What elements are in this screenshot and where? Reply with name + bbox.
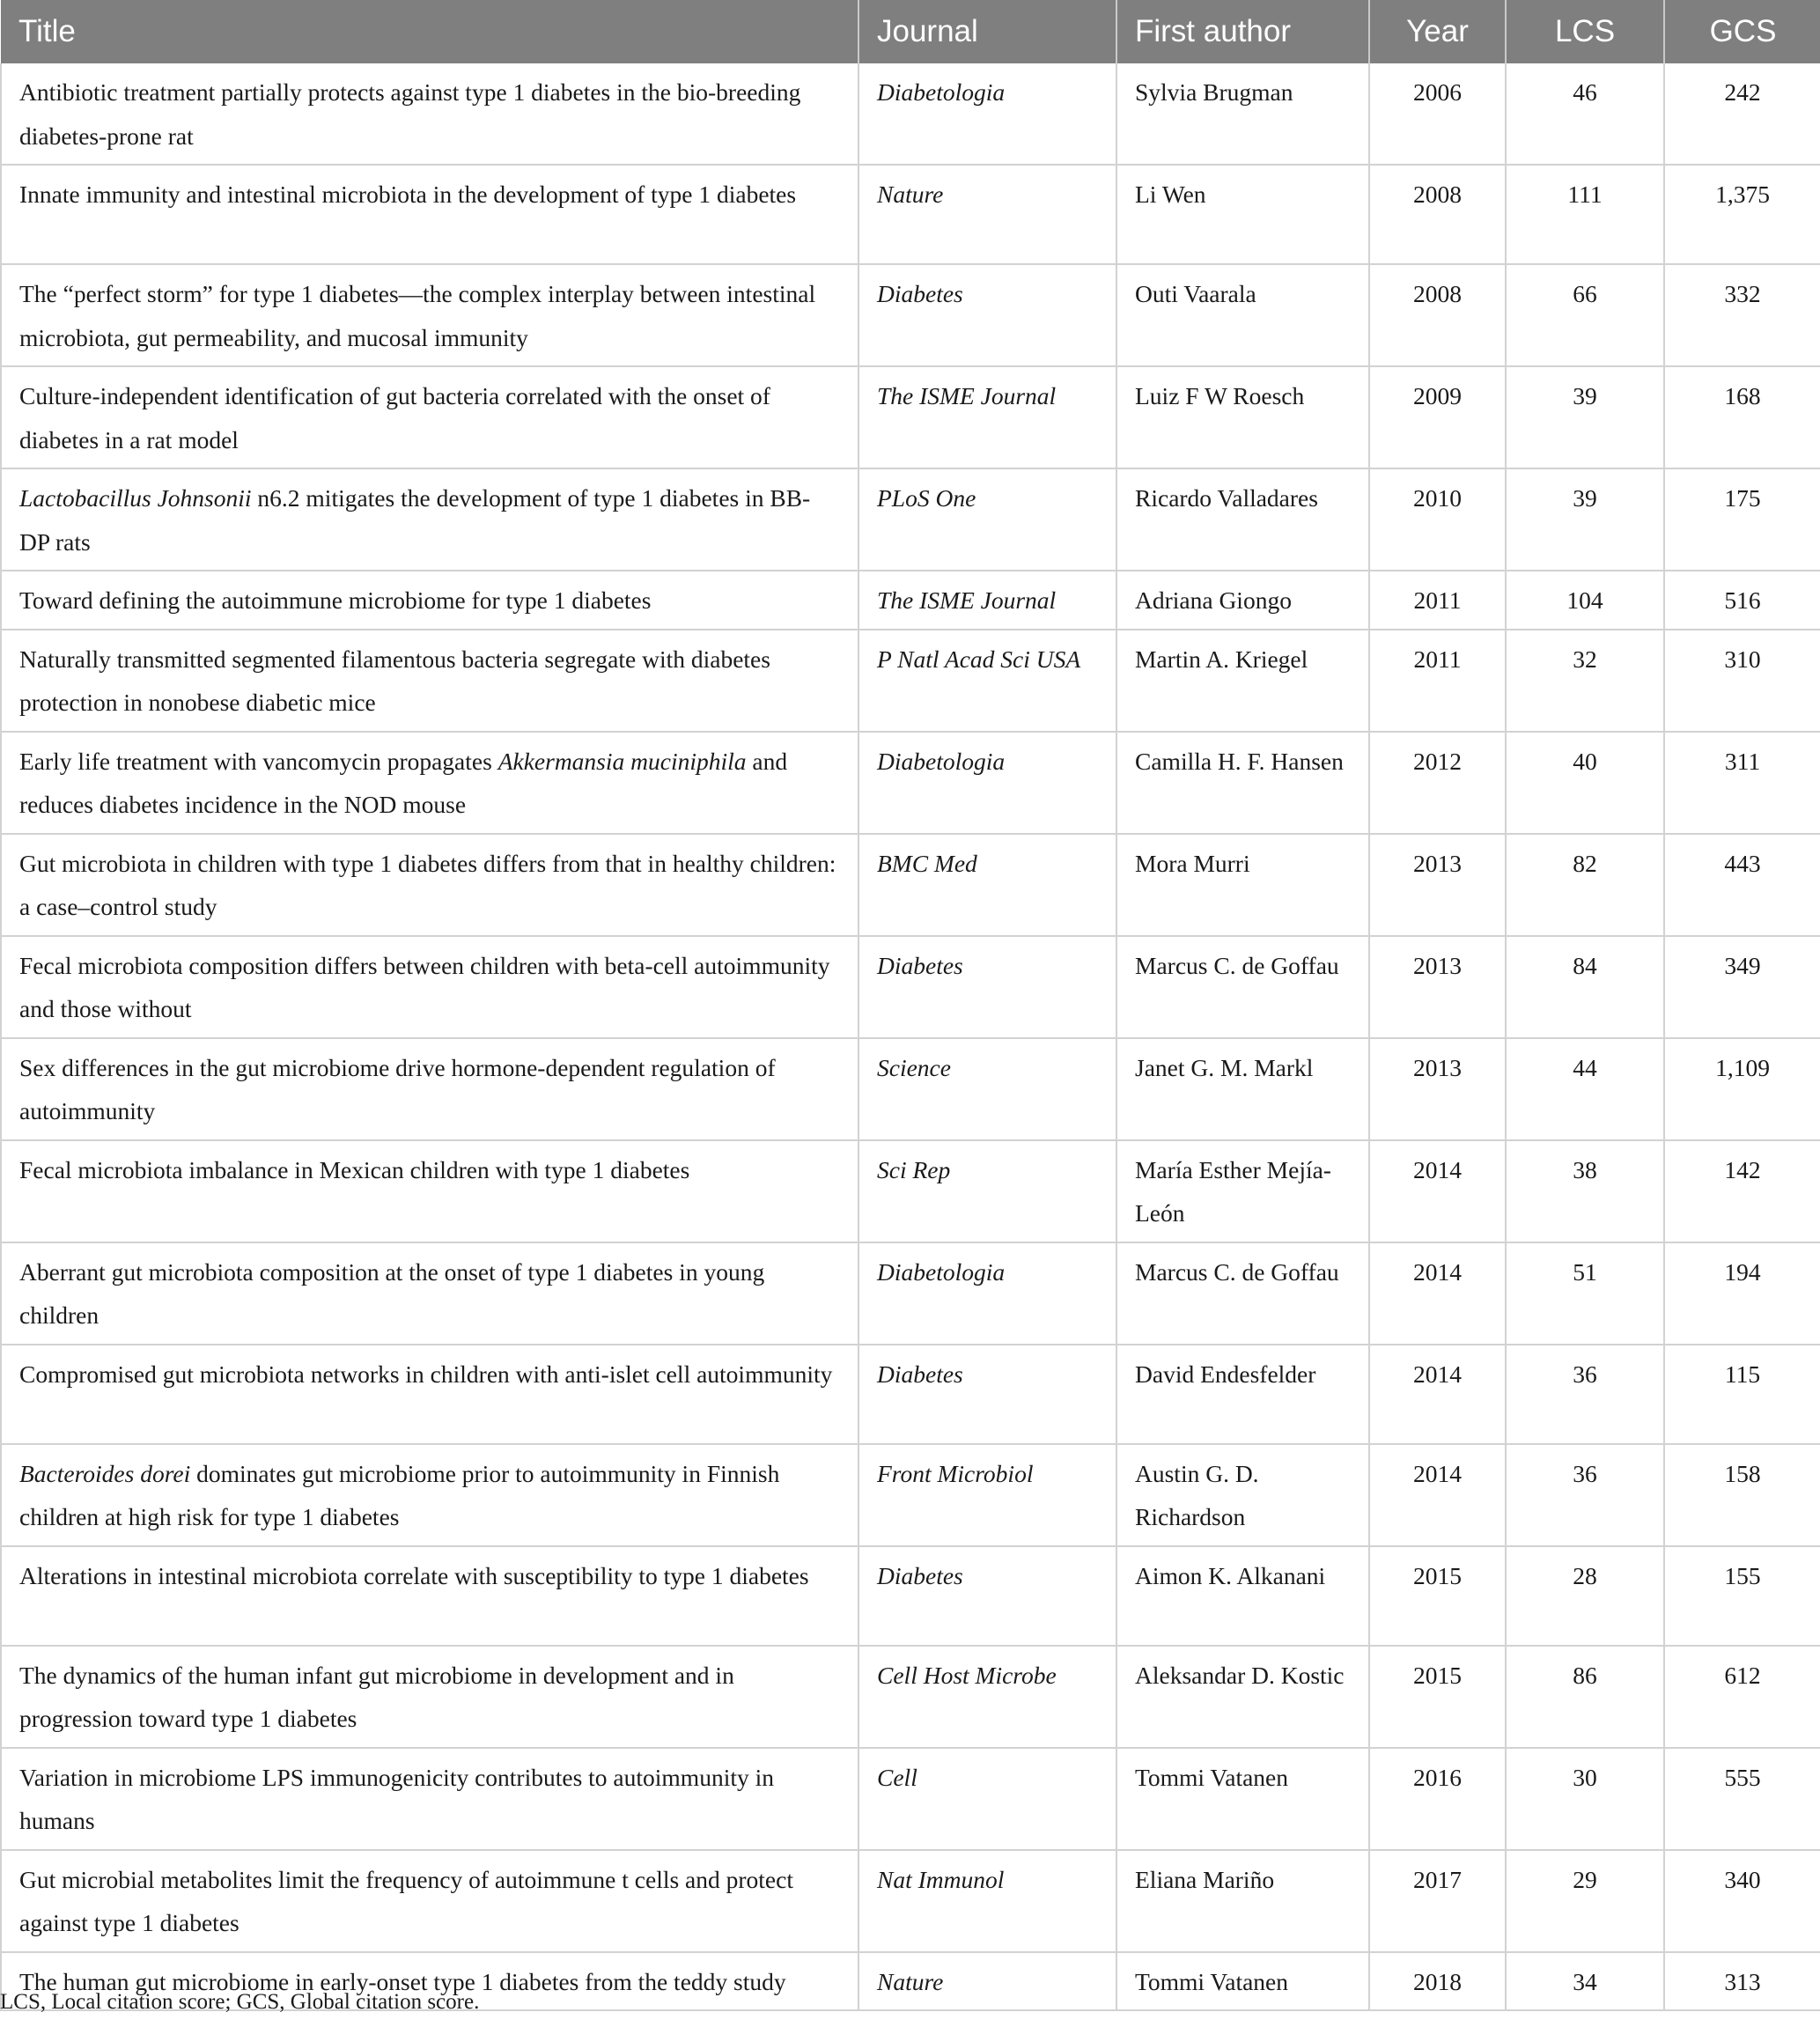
cell-first-author: Martin A. Kriegel — [1116, 630, 1369, 732]
cell-journal: PLoS One — [858, 468, 1116, 571]
cell-lcs: 44 — [1506, 1038, 1664, 1140]
cell-title: The “perfect storm” for type 1 diabetes—the complex interplay between intestinal microbiota, gut permeability, and mucosal immunity — [1, 264, 858, 366]
cell-lcs: 104 — [1506, 571, 1664, 630]
table-footnote: LCS, Local citation score; GCS, Global citation score. — [0, 1990, 480, 2014]
table-row — [1, 834, 1820, 936]
cell-gcs: 443 — [1664, 834, 1820, 936]
cell-lcs: 28 — [1506, 1546, 1664, 1646]
table-row — [1, 264, 1820, 366]
title-text: and reduces diabetes incidence in the NOD mouse — [19, 747, 788, 818]
cell-lcs: 32 — [1506, 630, 1664, 732]
cell-lcs: 36 — [1506, 1345, 1664, 1444]
cell-journal: The ISME Journal — [858, 571, 1116, 630]
cell-first-author: Austin G. D. Richardson — [1116, 1444, 1369, 1546]
cell-year: 2008 — [1369, 165, 1506, 264]
cell-year: 2017 — [1369, 1850, 1506, 1952]
cell-first-author: Marcus C. de Goffau — [1116, 936, 1369, 1038]
cell-journal: Diabetes — [858, 1345, 1116, 1444]
table-row — [1, 1748, 1820, 1850]
cell-journal: Nature — [858, 1952, 1116, 2011]
cell-first-author: Aleksandar D. Kostic — [1116, 1646, 1369, 1748]
cell-journal: The ISME Journal — [858, 366, 1116, 468]
cell-journal: Diabetes — [858, 264, 1116, 366]
cell-lcs: 39 — [1506, 468, 1664, 571]
cell-title — [1, 1444, 858, 1546]
cell-year: 2014 — [1369, 1345, 1506, 1444]
table-row — [1, 1242, 1820, 1345]
cell-lcs: 51 — [1506, 1242, 1664, 1345]
cell-title: Variation in microbiome LPS immunogenicity contributes to autoimmunity in humans — [1, 1748, 858, 1850]
cell-title: Gut microbiota in children with type 1 diabetes differs from that in healthy children: a case–control study — [1, 834, 858, 936]
cell-year: 2015 — [1369, 1646, 1506, 1748]
table-row — [1, 1850, 1820, 1952]
title-text: dominates gut microbiome prior to autoimmunity in Finnish children at high risk for type 1 diabetes — [19, 1459, 780, 1530]
cell-journal: Front Microbiol — [858, 1444, 1116, 1546]
cell-year: 2014 — [1369, 1444, 1506, 1546]
cell-year: 2014 — [1369, 1140, 1506, 1242]
cell-journal: Sci Rep — [858, 1140, 1116, 1242]
cell-lcs: 40 — [1506, 732, 1664, 834]
cell-title: Antibiotic treatment partially protects against type 1 diabetes in the bio-breeding diabetes-prone rat — [1, 63, 858, 165]
cell-gcs: 194 — [1664, 1242, 1820, 1345]
cell-year: 2006 — [1369, 63, 1506, 165]
cell-year: 2011 — [1369, 630, 1506, 732]
cell-gcs: 175 — [1664, 468, 1820, 571]
cell-gcs: 332 — [1664, 264, 1820, 366]
cell-year: 2010 — [1369, 468, 1506, 571]
table-body — [1, 63, 1820, 2010]
cell-year: 2012 — [1369, 732, 1506, 834]
cell-lcs: 46 — [1506, 63, 1664, 165]
cell-lcs: 84 — [1506, 936, 1664, 1038]
cell-journal: Science — [858, 1038, 1116, 1140]
title-species-name: Akkermansia muciniphila — [497, 747, 747, 775]
cell-lcs: 34 — [1506, 1952, 1664, 2011]
cell-gcs: 155 — [1664, 1546, 1820, 1646]
header-lcs: LCS — [1506, 0, 1664, 63]
table-row — [1, 1140, 1820, 1242]
cell-year: 2018 — [1369, 1952, 1506, 2011]
title-text: n6.2 mitigates the development of type 1 diabetes in BB-DP rats — [19, 484, 811, 556]
table-row — [1, 1546, 1820, 1646]
table-row — [1, 936, 1820, 1038]
cell-first-author: Tommi Vatanen — [1116, 1952, 1369, 2011]
cell-gcs: 313 — [1664, 1952, 1820, 2011]
cell-first-author: Ricardo Valladares — [1116, 468, 1369, 571]
cell-first-author: Li Wen — [1116, 165, 1369, 264]
cell-title: Aberrant gut microbiota composition at the onset of type 1 diabetes in young children — [1, 1242, 858, 1345]
table-row — [1, 63, 1820, 165]
table-row — [1, 630, 1820, 732]
cell-title: The dynamics of the human infant gut microbiome in development and in progression toward type 1 diabetes — [1, 1646, 858, 1748]
cell-gcs: 168 — [1664, 366, 1820, 468]
cell-journal: Cell — [858, 1748, 1116, 1850]
cell-title: Compromised gut microbiota networks in children with anti-islet cell autoimmunity — [1, 1345, 858, 1444]
title-species-name: Lactobacillus Johnsonii — [19, 484, 252, 512]
cell-first-author: Luiz F W Roesch — [1116, 366, 1369, 468]
title-text: Early life treatment with vancomycin propagates — [19, 747, 498, 775]
cell-journal: Nat Immunol — [858, 1850, 1116, 1952]
table-row — [1, 1646, 1820, 1748]
cell-year: 2014 — [1369, 1242, 1506, 1345]
cell-title: Gut microbial metabolites limit the frequency of autoimmune t cells and protect against type 1 diabetes — [1, 1850, 858, 1952]
cell-first-author: Eliana Mariño — [1116, 1850, 1369, 1952]
header-first-author: First author — [1116, 0, 1369, 63]
cell-gcs: 310 — [1664, 630, 1820, 732]
cell-first-author: Aimon K. Alkanani — [1116, 1546, 1369, 1646]
table-row — [1, 366, 1820, 468]
cell-year: 2009 — [1369, 366, 1506, 468]
header-year: Year — [1369, 0, 1506, 63]
table-row — [1, 1444, 1820, 1546]
table-row — [1, 571, 1820, 630]
cell-lcs: 39 — [1506, 366, 1664, 468]
cell-title: Toward defining the autoimmune microbiome for type 1 diabetes — [1, 571, 858, 630]
table-row — [1, 468, 1820, 571]
cell-gcs: 1,109 — [1664, 1038, 1820, 1140]
cell-year: 2013 — [1369, 1038, 1506, 1140]
cell-year: 2015 — [1369, 1546, 1506, 1646]
cell-lcs: 38 — [1506, 1140, 1664, 1242]
cell-title: Sex differences in the gut microbiome drive hormone-dependent regulation of autoimmunity — [1, 1038, 858, 1140]
cell-gcs: 142 — [1664, 1140, 1820, 1242]
cell-year: 2013 — [1369, 936, 1506, 1038]
cell-title: Innate immunity and intestinal microbiota in the development of type 1 diabetes — [1, 165, 858, 264]
table-header-row — [1, 0, 1820, 63]
table-row — [1, 1345, 1820, 1444]
cell-title — [1, 468, 858, 571]
cell-first-author: Marcus C. de Goffau — [1116, 1242, 1369, 1345]
cell-first-author: Camilla H. F. Hansen — [1116, 732, 1369, 834]
title-species-name: Bacteroides dorei — [19, 1459, 191, 1487]
cell-gcs: 158 — [1664, 1444, 1820, 1546]
cell-gcs: 115 — [1664, 1345, 1820, 1444]
cell-first-author: Sylvia Brugman — [1116, 63, 1369, 165]
cell-first-author: María Esther Mejía-León — [1116, 1140, 1369, 1242]
cell-year: 2016 — [1369, 1748, 1506, 1850]
cell-title: Culture-independent identification of gut bacteria correlated with the onset of diabetes in a rat model — [1, 366, 858, 468]
table-row — [1, 1038, 1820, 1140]
cell-journal: Cell Host Microbe — [858, 1646, 1116, 1748]
cell-lcs: 29 — [1506, 1850, 1664, 1952]
table-row — [1, 165, 1820, 264]
cell-first-author: Outi Vaarala — [1116, 264, 1369, 366]
cell-gcs: 555 — [1664, 1748, 1820, 1850]
cell-lcs: 66 — [1506, 264, 1664, 366]
cell-lcs: 82 — [1506, 834, 1664, 936]
cell-journal: Diabetes — [858, 936, 1116, 1038]
cell-title: Fecal microbiota imbalance in Mexican children with type 1 diabetes — [1, 1140, 858, 1242]
header-journal: Journal — [858, 0, 1116, 63]
cell-first-author: Adriana Giongo — [1116, 571, 1369, 630]
header-gcs: GCS — [1664, 0, 1820, 63]
cell-title: The human gut microbiome in early-onset type 1 diabetes from the teddy study — [1, 1952, 858, 2011]
cell-lcs: 36 — [1506, 1444, 1664, 1546]
cell-journal: P Natl Acad Sci USA — [858, 630, 1116, 732]
cell-year: 2008 — [1369, 264, 1506, 366]
cell-gcs: 311 — [1664, 732, 1820, 834]
cell-first-author: Mora Murri — [1116, 834, 1369, 936]
cell-title: Naturally transmitted segmented filamentous bacteria segregate with diabetes protection in nonobese diabetic mice — [1, 630, 858, 732]
cell-year: 2011 — [1369, 571, 1506, 630]
cell-journal: Diabetes — [858, 1546, 1116, 1646]
cell-gcs: 349 — [1664, 936, 1820, 1038]
cell-gcs: 516 — [1664, 571, 1820, 630]
cell-journal: Nature — [858, 165, 1116, 264]
cell-first-author: Tommi Vatanen — [1116, 1748, 1369, 1850]
cell-title: Alterations in intestinal microbiota correlate with susceptibility to type 1 diabetes — [1, 1546, 858, 1646]
cell-journal: Diabetologia — [858, 732, 1116, 834]
cell-lcs: 86 — [1506, 1646, 1664, 1748]
cell-journal: Diabetologia — [858, 1242, 1116, 1345]
cell-title — [1, 732, 858, 834]
cell-title: Fecal microbiota composition differs between children with beta-cell autoimmunity and those without — [1, 936, 858, 1038]
table-row — [1, 732, 1820, 834]
cell-gcs: 340 — [1664, 1850, 1820, 1952]
cell-first-author: David Endesfelder — [1116, 1345, 1369, 1444]
header-title: Title — [1, 0, 858, 63]
cell-year: 2013 — [1369, 834, 1506, 936]
cell-journal: BMC Med — [858, 834, 1116, 936]
cell-gcs: 612 — [1664, 1646, 1820, 1748]
cell-gcs: 242 — [1664, 63, 1820, 165]
cell-lcs: 111 — [1506, 165, 1664, 264]
cell-journal: Diabetologia — [858, 63, 1116, 165]
cell-first-author: Janet G. M. Markl — [1116, 1038, 1369, 1140]
cell-gcs: 1,375 — [1664, 165, 1820, 264]
cell-lcs: 30 — [1506, 1748, 1664, 1850]
